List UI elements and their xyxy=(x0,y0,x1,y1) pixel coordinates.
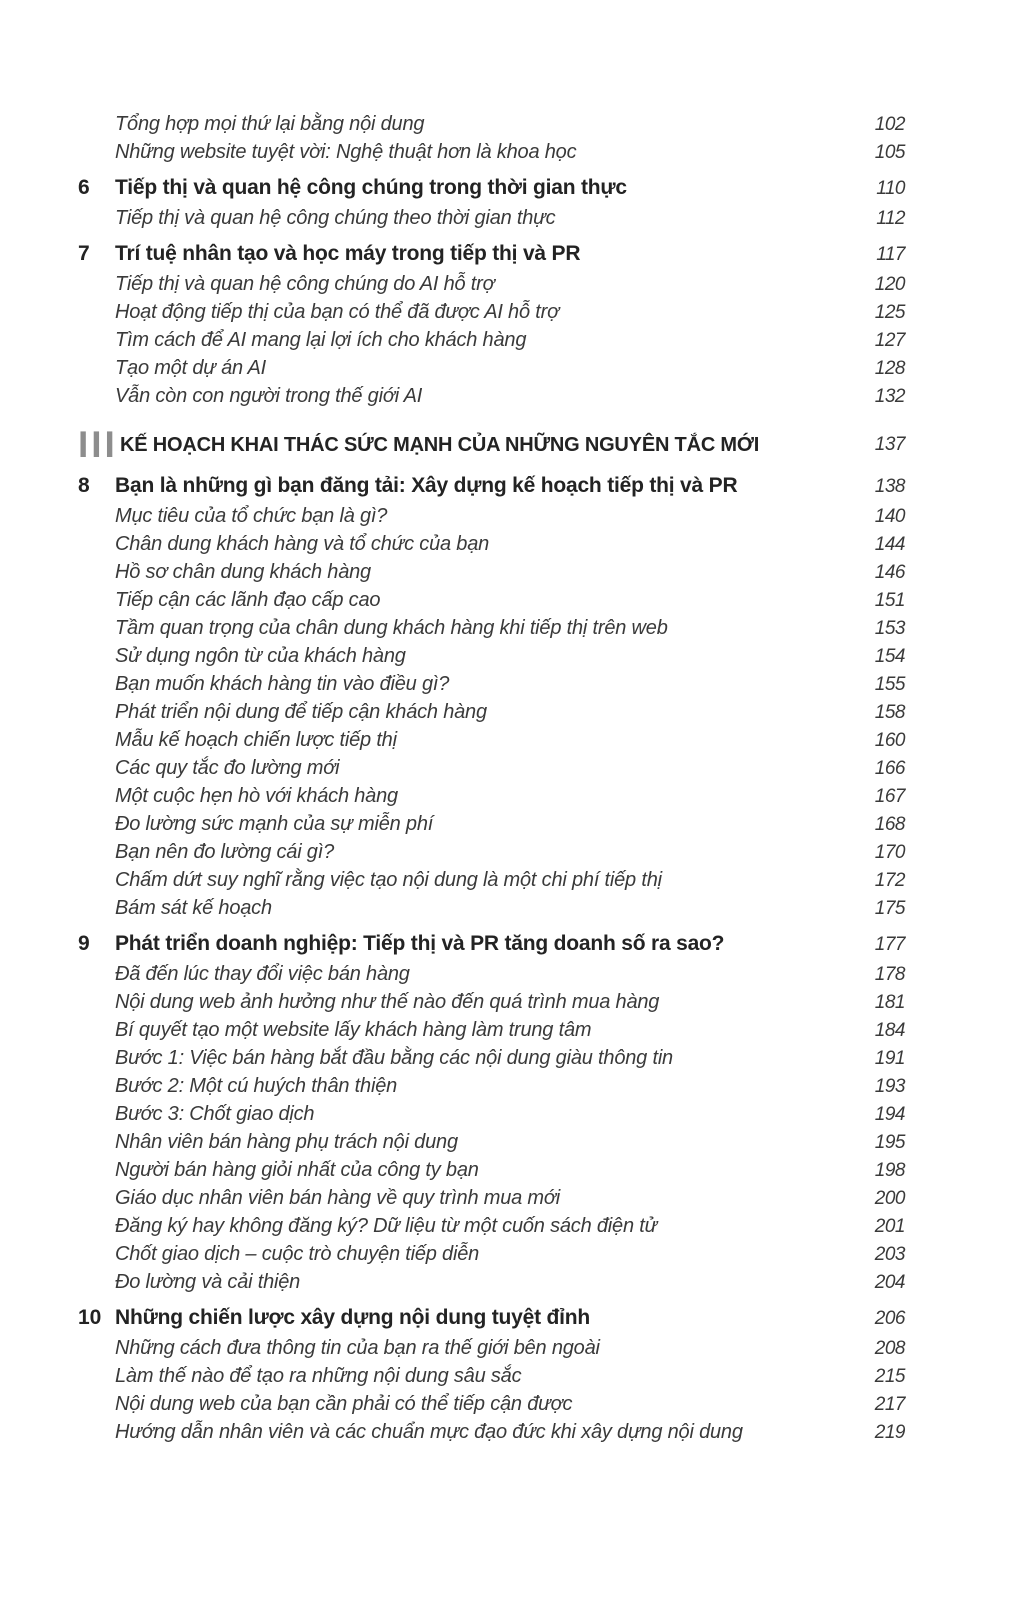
toc-entry-sub xyxy=(78,382,905,410)
page-number: 158 xyxy=(874,702,905,723)
page-number: 151 xyxy=(874,590,905,611)
chapter-number: 6 xyxy=(78,176,90,199)
page-number: 204 xyxy=(874,1272,905,1293)
page-number: 200 xyxy=(874,1188,905,1209)
page-number: 201 xyxy=(874,1216,905,1237)
entry-title: Tạo một dự án AI xyxy=(115,357,267,379)
entry-title: Bạn muốn khách hàng tin vào điều gì? xyxy=(115,673,450,695)
toc-entry-chapter xyxy=(78,928,905,960)
page-number: 137 xyxy=(874,434,905,455)
page-number: 206 xyxy=(874,1308,905,1329)
page-number: 203 xyxy=(874,1244,905,1265)
page-number: 125 xyxy=(874,302,905,323)
chapter-number: 8 xyxy=(78,474,90,497)
toc-entry-sub xyxy=(78,698,905,726)
toc-entry-sub xyxy=(78,1044,905,1072)
entry-title: Sử dụng ngôn từ của khách hàng xyxy=(115,645,406,667)
entry-title: Nội dung web ảnh hưởng như thế nào đến quá trình mua hàng xyxy=(115,991,660,1013)
entry-title: Các quy tắc đo lường mới xyxy=(115,757,340,779)
toc-entry-sub xyxy=(78,894,905,922)
page-number: 140 xyxy=(874,506,905,527)
toc-entry-sub xyxy=(78,326,905,354)
page-number: 172 xyxy=(874,870,905,891)
page-number: 166 xyxy=(874,758,905,779)
entry-title: Nhân viên bán hàng phụ trách nội dung xyxy=(115,1131,458,1153)
page-number: 217 xyxy=(874,1394,905,1415)
toc-entry-sub xyxy=(78,1334,905,1362)
toc-entry-sub xyxy=(78,270,905,298)
toc-entry-sub xyxy=(78,1212,905,1240)
page-number: 146 xyxy=(874,562,905,583)
entry-title: Bạn nên đo lường cái gì? xyxy=(115,841,335,863)
page-number: 184 xyxy=(874,1020,905,1041)
page-number: 175 xyxy=(874,898,905,919)
toc-entry-sub xyxy=(78,866,905,894)
toc-entry-sub xyxy=(78,1240,905,1268)
chapter-number: 7 xyxy=(78,242,90,265)
page-number: 167 xyxy=(874,786,905,807)
entry-title: Những chiến lược xây dựng nội dung tuyệt đỉnh xyxy=(115,1306,591,1329)
page-number: 105 xyxy=(874,142,905,163)
entry-title: Tiếp cận các lãnh đạo cấp cao xyxy=(115,589,381,611)
part-numeral: III xyxy=(78,424,118,465)
toc-entry-sub xyxy=(78,110,905,138)
page-number: 110 xyxy=(876,178,905,199)
entry-title: Làm thế nào để tạo ra những nội dung sâu sắc xyxy=(115,1365,522,1387)
toc-entry-sub xyxy=(78,670,905,698)
entry-title: Những website tuyệt vời: Nghệ thuật hơn là khoa học xyxy=(115,141,577,163)
entry-title: Tìm cách để AI mang lại lợi ích cho khách hàng xyxy=(115,329,527,351)
toc-entry-sub xyxy=(78,726,905,754)
page-number: 198 xyxy=(874,1160,905,1181)
entry-title: Chấm dứt suy nghĩ rằng việc tạo nội dung là một chi phí tiếp thị xyxy=(115,869,662,891)
page-number: 102 xyxy=(874,114,905,135)
entry-title: Nội dung web của bạn cần phải có thể tiếp cận được xyxy=(115,1393,573,1415)
toc-entry-sub xyxy=(78,530,905,558)
page-number: 219 xyxy=(874,1422,905,1443)
entry-title: Chốt giao dịch – cuộc trò chuyện tiếp diễn xyxy=(115,1243,480,1265)
page-number: 144 xyxy=(874,534,905,555)
toc-entry-sub xyxy=(78,754,905,782)
entry-title: Bí quyết tạo một website lấy khách hàng làm trung tâm xyxy=(115,1019,592,1041)
toc-entry-sub xyxy=(78,1100,905,1128)
entry-title: Bám sát kế hoạch xyxy=(115,897,272,919)
toc-entry-sub xyxy=(78,810,905,838)
entry-title: Những cách đưa thông tin của bạn ra thế giới bên ngoài xyxy=(115,1337,600,1359)
toc-entry-chapter xyxy=(78,1302,905,1334)
toc-entry-chapter xyxy=(78,470,905,502)
entry-title: Bạn là những gì bạn đăng tải: Xây dựng kế hoạch tiếp thị và PR xyxy=(115,474,738,497)
entry-title: Hướng dẫn nhân viên và các chuẩn mực đạo đức khi xây dựng nội dung xyxy=(115,1421,743,1443)
toc-entry-sub xyxy=(78,138,905,166)
page-number: 168 xyxy=(874,814,905,835)
page-number: 195 xyxy=(874,1132,905,1153)
entry-title: Tiếp thị và quan hệ công chúng do AI hỗ trợ xyxy=(115,273,495,295)
toc-entry-sub xyxy=(78,1362,905,1390)
entry-title: Mục tiêu của tổ chức bạn là gì? xyxy=(115,505,388,527)
page-number: 178 xyxy=(874,964,905,985)
toc-entry-sub xyxy=(78,354,905,382)
entry-title: Tiếp thị và quan hệ công chúng theo thời gian thực xyxy=(115,207,556,229)
toc-entry-sub xyxy=(78,782,905,810)
toc-entry-sub xyxy=(78,614,905,642)
toc-entry-sub xyxy=(78,586,905,614)
toc-entry-sub xyxy=(78,502,905,530)
entry-title: Người bán hàng giỏi nhất của công ty bạn xyxy=(115,1159,479,1181)
toc-entry-sub xyxy=(78,1016,905,1044)
page-number: 112 xyxy=(876,208,905,229)
chapter-number: 10 xyxy=(78,1306,102,1329)
toc-entry-chapter xyxy=(78,172,905,204)
toc-entry-sub xyxy=(78,1156,905,1184)
page-number: 127 xyxy=(874,330,905,351)
entry-title: Tầm quan trọng của chân dung khách hàng khi tiếp thị trên web xyxy=(115,617,668,639)
toc-entry-sub xyxy=(78,558,905,586)
toc-entry-sub xyxy=(78,1418,905,1446)
toc-entry-part xyxy=(78,422,905,468)
entry-title: Đăng ký hay không đăng ký? Dữ liệu từ một cuốn sách điện tử xyxy=(115,1215,658,1237)
page-number: 193 xyxy=(874,1076,905,1097)
entry-title: Chân dung khách hàng và tổ chức của bạn xyxy=(115,533,490,555)
entry-title: Hồ sơ chân dung khách hàng xyxy=(115,561,371,583)
entry-title: Một cuộc hẹn hò với khách hàng xyxy=(115,785,398,807)
entry-title: KẾ HOẠCH KHAI THÁC SỨC MẠNH CỦA NHỮNG NGUYÊN TẮC MỚI xyxy=(120,433,760,456)
entry-title: Đo lường sức mạnh của sự miễn phí xyxy=(115,813,434,835)
entry-title: Tiếp thị và quan hệ công chúng trong thời gian thực xyxy=(115,176,627,199)
page-number: 132 xyxy=(874,386,905,407)
page-number: 181 xyxy=(874,992,905,1013)
toc-entry-sub xyxy=(78,1128,905,1156)
toc-entry-sub xyxy=(78,204,905,232)
page-number: 191 xyxy=(874,1048,905,1069)
entry-title: Hoạt động tiếp thị của bạn có thể đã được AI hỗ trợ xyxy=(115,301,559,323)
toc-list xyxy=(78,110,905,1446)
page-number: 128 xyxy=(874,358,905,379)
entry-title: Trí tuệ nhân tạo và học máy trong tiếp thị và PR xyxy=(115,242,581,265)
toc-entry-sub xyxy=(78,988,905,1016)
page-number: 155 xyxy=(874,674,905,695)
entry-title: Vẫn còn con người trong thế giới AI xyxy=(115,385,423,407)
page-number: 208 xyxy=(874,1338,905,1359)
entry-title: Phát triển doanh nghiệp: Tiếp thị và PR tăng doanh số ra sao? xyxy=(115,932,725,955)
toc-entry-sub xyxy=(78,1072,905,1100)
entry-title: Bước 3: Chốt giao dịch xyxy=(115,1103,315,1125)
page-number: 170 xyxy=(874,842,905,863)
chapter-number: 9 xyxy=(78,932,90,955)
entry-title: Mẫu kế hoạch chiến lược tiếp thị xyxy=(115,729,397,751)
entry-title: Giáo dục nhân viên bán hàng về quy trình mua mới xyxy=(115,1187,560,1209)
toc-entry-sub xyxy=(78,298,905,326)
entry-title: Tổng hợp mọi thứ lại bằng nội dung xyxy=(115,113,425,135)
page-number: 177 xyxy=(874,934,905,955)
toc-entry-sub xyxy=(78,838,905,866)
entry-title: Bước 1: Việc bán hàng bắt đầu bằng các nội dung giàu thông tin xyxy=(115,1047,673,1069)
page-number: 153 xyxy=(874,618,905,639)
page-number: 138 xyxy=(874,476,905,497)
toc-entry-sub xyxy=(78,642,905,670)
toc-entry-sub xyxy=(78,1268,905,1296)
toc-entry-sub xyxy=(78,1390,905,1418)
page-number: 160 xyxy=(874,730,905,751)
toc-entry-chapter xyxy=(78,238,905,270)
page-number: 117 xyxy=(876,244,905,265)
entry-title: Đã đến lúc thay đổi việc bán hàng xyxy=(115,963,410,985)
page-number: 215 xyxy=(874,1366,905,1387)
entry-title: Phát triển nội dung để tiếp cận khách hàng xyxy=(115,701,487,723)
toc-entry-sub xyxy=(78,1184,905,1212)
page-number: 194 xyxy=(874,1104,905,1125)
entry-title: Đo lường và cải thiện xyxy=(115,1271,301,1293)
toc-entry-sub xyxy=(78,960,905,988)
page-number: 120 xyxy=(874,274,905,295)
entry-title: Bước 2: Một cú huých thân thiện xyxy=(115,1075,398,1097)
page-number: 154 xyxy=(874,646,905,667)
